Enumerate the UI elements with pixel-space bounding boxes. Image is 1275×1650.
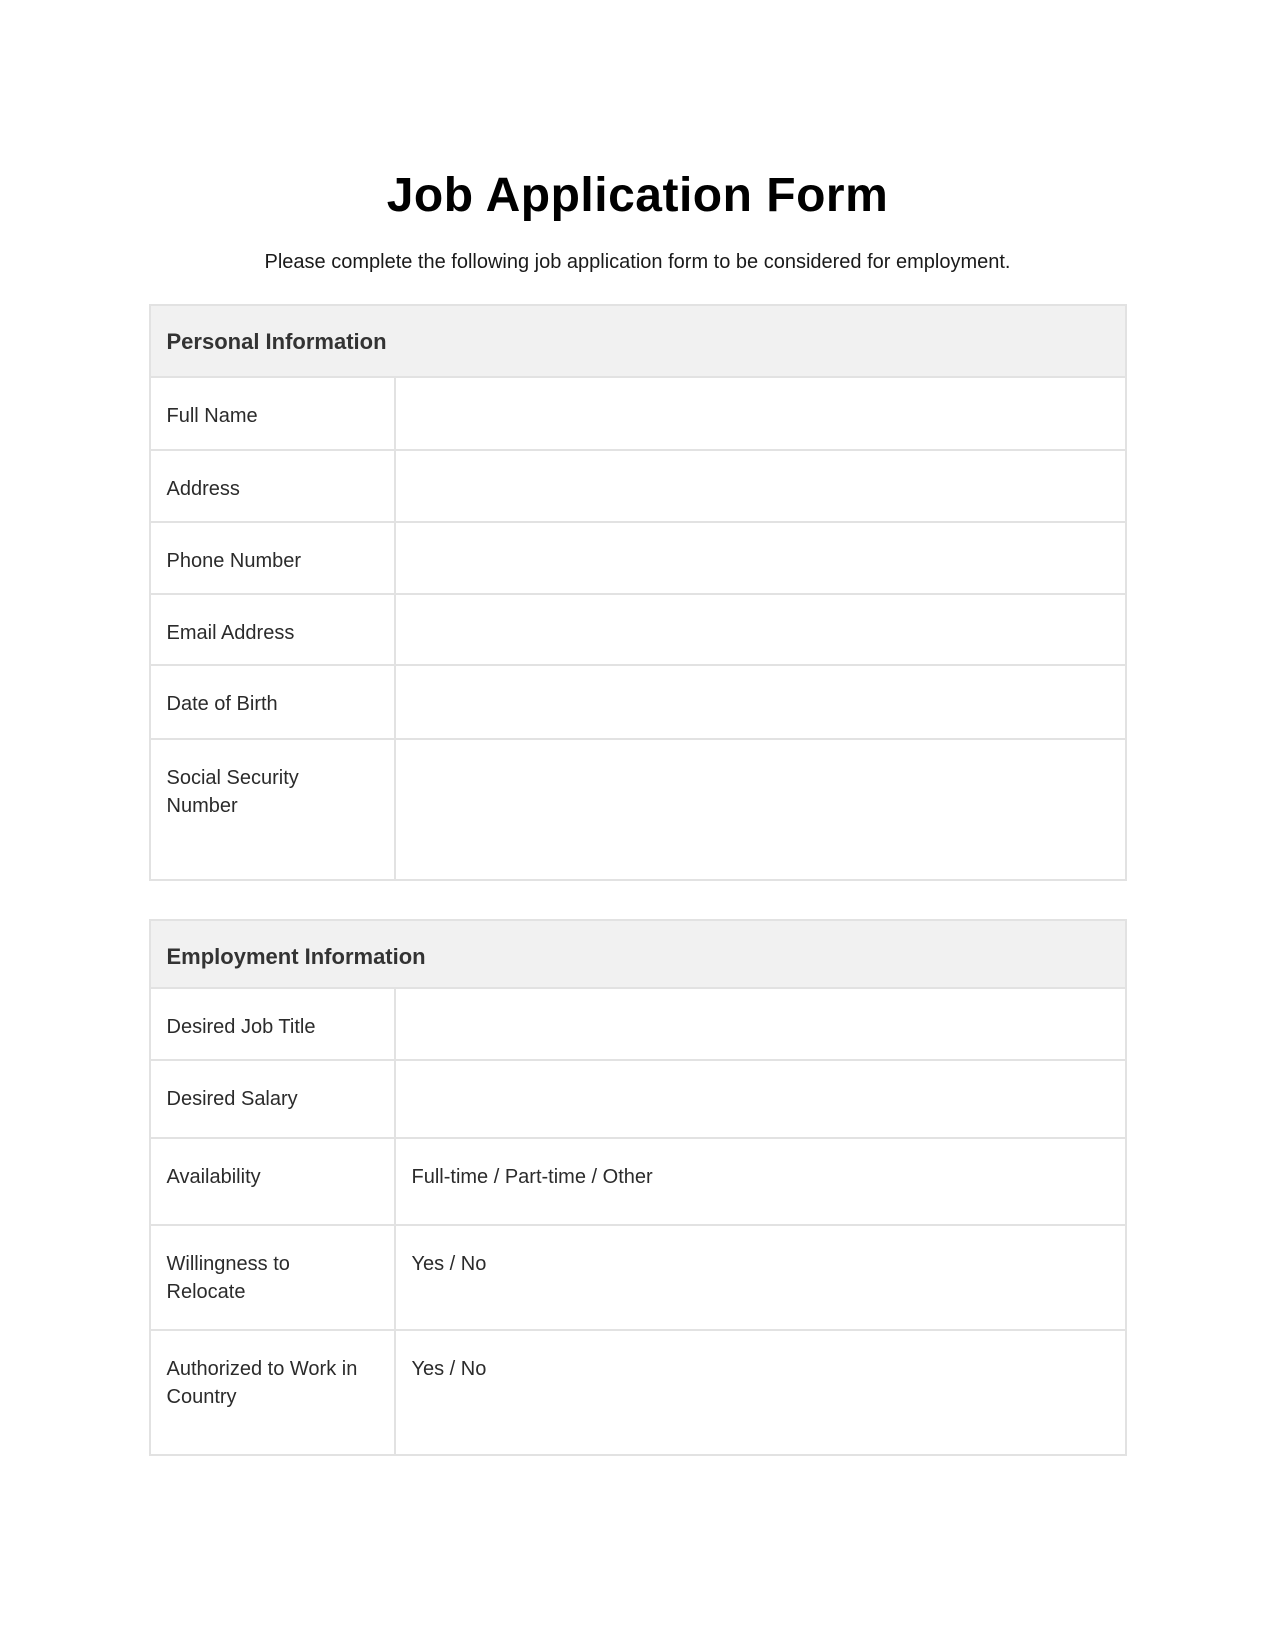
field-value [395, 522, 1126, 594]
section-header-row [150, 305, 1126, 377]
field-value: Yes / No [395, 1330, 1126, 1455]
section-title: Personal Information [150, 305, 1126, 377]
field-value [395, 594, 1126, 665]
personal-information-table [149, 304, 1127, 881]
field-label: Authorized to Work in Country [150, 1330, 395, 1455]
field-value [395, 739, 1126, 880]
field-label: Social Security Number [150, 739, 395, 880]
row-desired-salary [150, 1060, 1126, 1138]
field-value [395, 988, 1126, 1060]
row-social-security-number [150, 739, 1126, 880]
row-availability [150, 1138, 1126, 1225]
row-willingness-to-relocate [150, 1225, 1126, 1330]
row-date-of-birth [150, 665, 1126, 739]
field-label: Availability [150, 1138, 395, 1225]
section-title: Employment Information [150, 920, 1126, 988]
field-value: Yes / No [395, 1225, 1126, 1330]
page-subtitle: Please complete the following job application form to be considered for employment. [264, 251, 1011, 273]
field-value [395, 450, 1126, 522]
field-label: Email Address [150, 594, 395, 665]
field-value: Full-time / Part-time / Other [395, 1138, 1126, 1225]
field-label: Phone Number [150, 522, 395, 594]
page-title: Job Application Form [386, 169, 889, 222]
field-value [395, 665, 1126, 739]
employment-information-table [149, 919, 1127, 1456]
row-phone-number [150, 522, 1126, 594]
row-authorized-to-work-in-country [150, 1330, 1126, 1455]
section-header-row [150, 920, 1126, 988]
field-value [395, 377, 1126, 450]
field-label: Address [150, 450, 395, 522]
row-full-name [150, 377, 1126, 450]
row-email-address [150, 594, 1126, 665]
field-value [395, 1060, 1126, 1138]
row-address [150, 450, 1126, 522]
field-label: Date of Birth [150, 665, 395, 739]
field-label: Desired Salary [150, 1060, 395, 1138]
field-label: Willingness to Relocate [150, 1225, 395, 1330]
row-desired-job-title [150, 988, 1126, 1060]
field-label: Full Name [150, 377, 395, 450]
field-label: Desired Job Title [150, 988, 395, 1060]
